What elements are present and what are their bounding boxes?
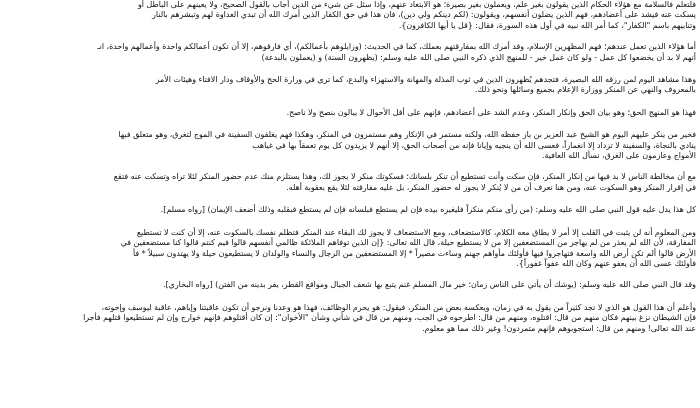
text-line: فهذا هو المنهج الحق؛ وهو بيان الحق وإنكار المنكر، وعدم الشد على أعضادهم، فإنهم على أقل الأحوال لا يبالون بنصح ولا ناصح. bbox=[286, 107, 696, 117]
text-line: يسكت عنه فيشد على أعضادهم، فهم الذين يضلون أنفسهم، ويقولون: (لكم دينكم ولي دين)، فان هذا في حق الكفار الذين أمرك الله أن تبدي العداوة لهم وتبشرهم بالنار bbox=[152, 10, 696, 20]
paragraph bbox=[4, 75, 696, 96]
text-line: أما هؤلاء الذين تعمل عندهم؛ فهم المظهرين الإسلام، وقد أمرك الله بمفارقتهم بعملك، كما في الحديث: (وزايلوهم بأعمالكم)، أي فارقوهم، إلا أن تكون أعمالكم واحدة وأعمالهم واحدة، انـ bbox=[97, 42, 696, 52]
text-line: أنهم لا بد أن يخضعوا كل عمل - ولو كان عمل خير - للمنهج الذي ذكره النبي صلى الله عليه وسلم: (يظهرون السنة) و (يعملون بالبدعة) bbox=[261, 52, 696, 62]
text-line: الأرض قالوا ألم تكن أرض الله واسعة فتهاجروا فيها فأولئك مأواهم جهنم وساءت مصيراً * إلا المستضعفين من الرجال والنساء والولدان لا يستطيعون حيلة ولا يهتدون سبيلاً * فأ bbox=[133, 248, 696, 258]
text-line: فإن الشيطان نزغ بينهم فكان منهم من قال: اقتلوه، ومنهم من قال: اطرحوه في الجب، ومنهم من قال في شأني وشأن "الأخوان": إن كان أقتلوهم فإنهم خوارج وإن لم تستطيعوا قتلهم فأجرا bbox=[83, 313, 696, 323]
text-line: المفارقة، لأن الله لم يعذر من لم يهاجر من المستضعفين إلا من لا يستطيع حيلة، قال الله تعالى: {إن الذين توفاهم الملائكة ظالمي أنفسهم قالوا فيم كنتم قالوا كنا مستضعفين في bbox=[120, 238, 696, 248]
text-line: فلتعلم فالسلامة مع هؤلاء الحكام الذين يقولون بغير علم، ويعملون بغير بصيرة؛ هو الابتعاد عنهم، وإذا سئل عن شيء من الدين أجاب بالقول الصحيح، ولا يعينهم على الباطل أو bbox=[138, 0, 696, 9]
paragraph bbox=[4, 42, 696, 63]
text-line: ينادي بالنجاة، والسفينة لا تزداد إلا انغماراً، فعسى الله أن ينجيه وإيانا فإنه من أصحاب الحق، إلا أنهم لا يزيدون كل يوم تعمقاً بها في غياهب bbox=[252, 140, 696, 150]
text-line: وتنابيهم باسم "الكفار"، كما أمر الله نبيه في أول هذه السورة، فقال: {قل يا أيها الكافرون}. bbox=[398, 20, 696, 30]
text-line: عند الله تعالى! ومنهم من قال: استجوبوهم فإنهم متمردون! وغير ذلك مما هو معلوم. bbox=[422, 323, 696, 333]
text-line: بالمعروف والنهي عن المنكر ووزارة الإعلام بجميع وسائلها ونحو ذلك. bbox=[474, 85, 696, 95]
paragraph bbox=[4, 228, 696, 270]
text-line: فخير من ينكر عليهم اليوم هو الشيخ عبد العزيز بن باز حفظه الله، ولكنه مستمر في الإنكار وهم مستمرون في المنكر، وهكذا فهم يغلقون السفينة في الموج لتغرق، وهو متعلق فيها bbox=[118, 130, 696, 140]
text-line: الأمواج وعازمون على الغرق، نسأل الله العافية. bbox=[542, 151, 696, 161]
text-line: فأولئك عسى الله أن يعفو عنهم وكان الله عفواً غفوراً}. bbox=[516, 258, 696, 268]
paragraph bbox=[4, 130, 696, 161]
paragraph bbox=[4, 172, 696, 193]
paragraph bbox=[4, 108, 696, 118]
paragraph bbox=[4, 0, 696, 31]
text-line: وهذا مشاهد اليوم لمن رزقه الله البصيرة، فتجدهم يُظهرون الدين في ثوب المذلة والمهانة والاستهزاء والبدع، كما ترى في وزارة الحج والأوقاف ودار الافتاء وهيئات الأمر bbox=[155, 75, 696, 85]
paragraph bbox=[4, 280, 696, 290]
text-line: وأعلم أن هذا القول هو الذي لا تجد كثيراً من يقول به في زمان، ويعكسه بعض من المنكر، فيقول: هو يحرم الوظائف، فهذا هو وعدنا ونرجو أن تكون عاقبتنا وإياهم، عاقبة ليوسف وإخوته، bbox=[101, 302, 696, 312]
paragraph bbox=[4, 205, 696, 215]
text-line: مع أن مخالطة الناس لا بد فيها من إنكار المنكر، فإن سكت وأنت تستطيع أن تنكر بلسانك؛ فسكوتك منكر لا يجوز لك، وهذا يستلزم منك عدم حضور المنكر لئلا تراه وتسكت عنه فتقع bbox=[113, 172, 696, 182]
paragraph bbox=[4, 303, 696, 334]
text-line: كل هذا يدل عليه قول النبي صلى الله عليه وسلم: (من رأى منكم منكراً فليغيره بيده فإن لم يستطع فبلسانه فإن لم يستطع فبقلبه وذلك أضعف الإيمان) [رواه مسلم]. bbox=[160, 205, 696, 215]
text-line: ومن المعلوم أنه لن يثبت في القلب إلا أمر لا يطاق معه الكلام، كالاستضعاف، ومع الاستضعاف لا يجوز لك البقاء عند المنكر فتظلم نفسك بالسكوت عنه، إلا أن كنت لا تستطيع bbox=[136, 227, 696, 237]
document-page bbox=[4, 0, 696, 408]
text-line: وقد قال النبي صلى الله عليه وسلم: (يوشك أن يأتي على الناس زمان؛ خير مال المسلم غنم يتبع بها شعف الجبال ومواقع القطر، يفر بدينه من الفتن) [رواه البخاري]. bbox=[163, 280, 696, 290]
text-line: في إقرار المنكر وهو السكوت عنه، ومن هنا تعرف أن من لا يُنكر لا يجوز له حضور المنكر، بل عليه مفارقته لئلا يقع بعقوبة أهله. bbox=[286, 182, 696, 192]
